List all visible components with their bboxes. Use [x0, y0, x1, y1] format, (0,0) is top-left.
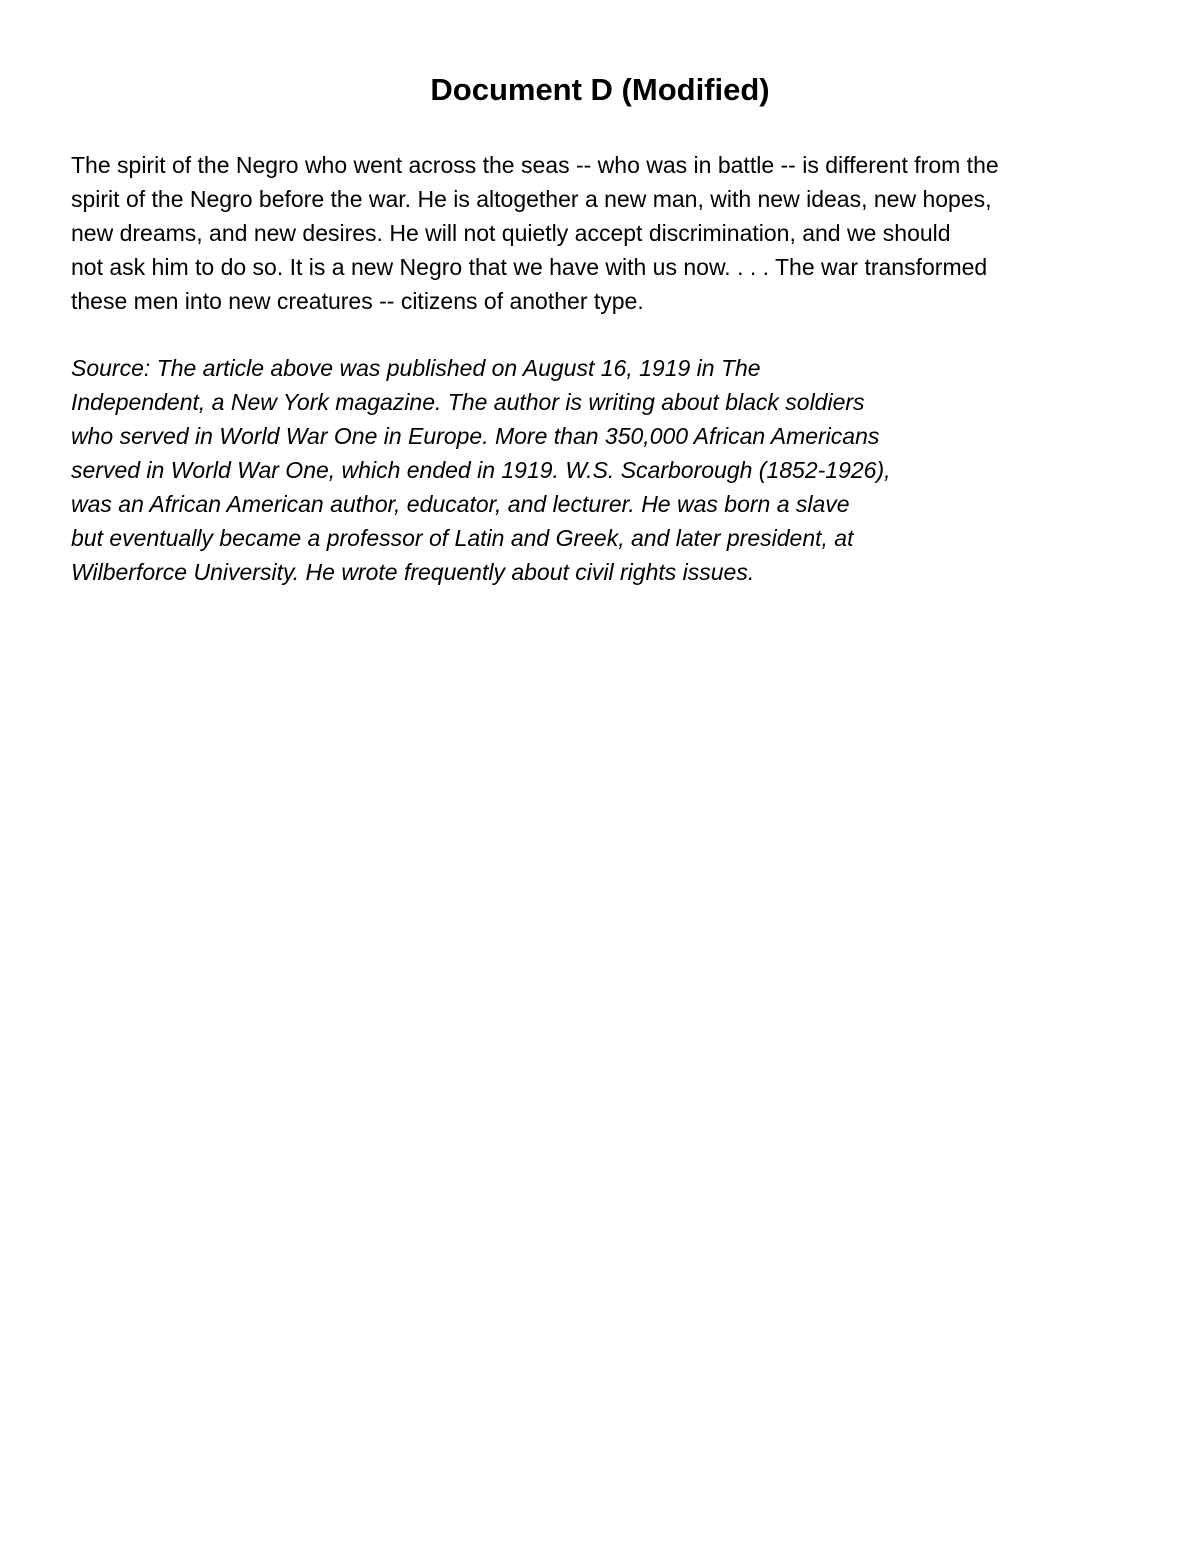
excerpt-line: new dreams, and new desires. He will not quietly accept discrimination, and we should	[71, 220, 951, 246]
source-line: was an African American author, educator, and lecturer. He was born a slave	[71, 491, 850, 517]
excerpt-line: The spirit of the Negro who went across the seas -- who was in battle -- is different from the	[71, 152, 999, 178]
document-title: Document D (Modified)	[430, 72, 770, 107]
excerpt-line: spirit of the Negro before the war. He is altogether a new man, with new ideas, new hopes,	[71, 186, 992, 212]
source-line: but eventually became a professor of Latin and Greek, and later president, at	[71, 525, 854, 551]
source-line: Source: The article above was published on August 16, 1919 in The	[71, 355, 761, 381]
excerpt-line: these men into new creatures -- citizens of another type.	[71, 288, 644, 314]
source-line: Wilberforce University. He wrote frequently about civil rights issues.	[71, 559, 755, 585]
source-line: who served in World War One in Europe. More than 350,000 African Americans	[71, 423, 880, 449]
primary-source-excerpt	[71, 148, 999, 318]
excerpt-line: not ask him to do so. It is a new Negro that we have with us now. . . . The war transformed	[71, 254, 988, 280]
source-note	[71, 351, 891, 589]
source-line: Independent, a New York magazine. The author is writing about black soldiers	[71, 389, 865, 415]
source-line: served in World War One, which ended in 1919. W.S. Scarborough (1852-1926),	[71, 457, 891, 483]
